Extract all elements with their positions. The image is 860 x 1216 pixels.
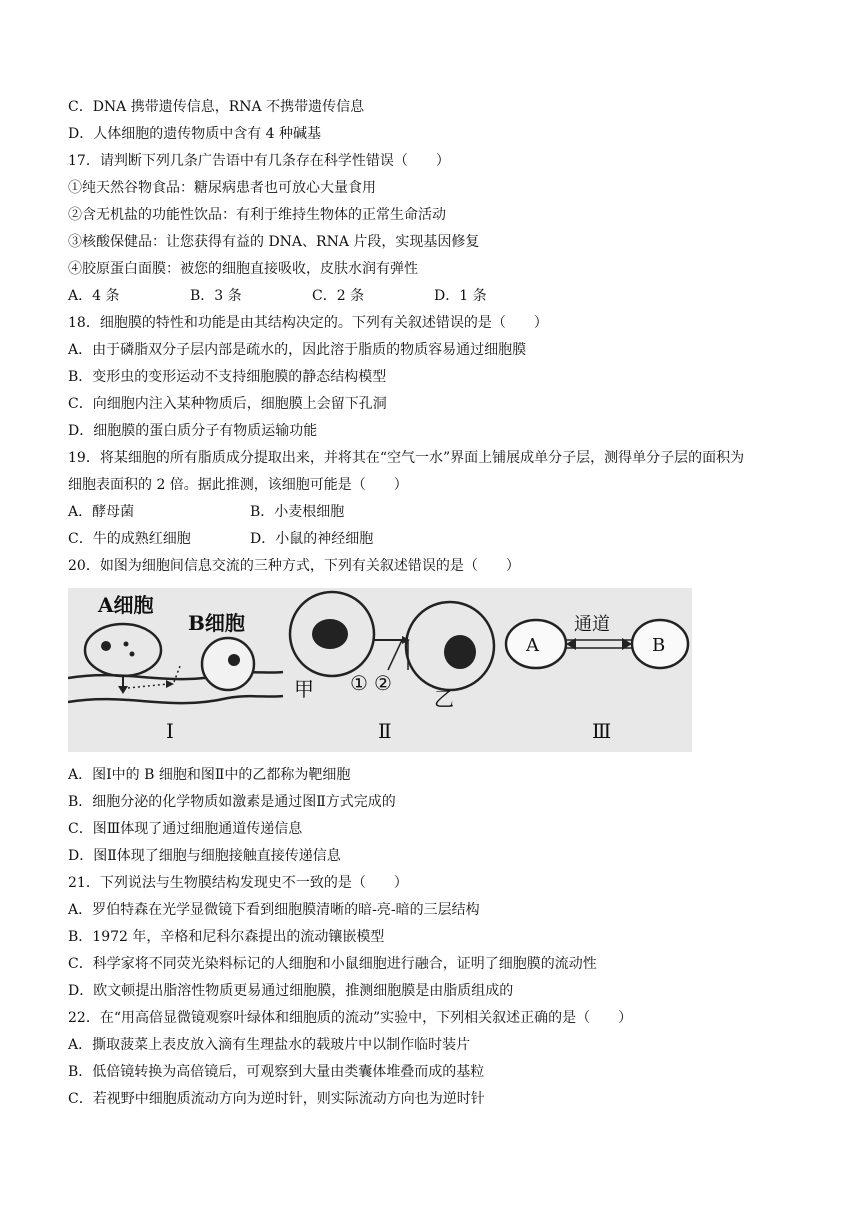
q20-stem: 20．如图为细胞间信息交流的三种方式，下列有关叙述错误的是（ ） — [68, 558, 520, 574]
q17-stem: 17．请判断下列几条广告语中有几条存在科学性错误（ ） — [68, 153, 450, 169]
b-cell-shape — [202, 638, 254, 690]
figure-svg — [68, 588, 692, 752]
q17-item-2: ②含无机盐的功能性饮品：有利于维持生物体的正常生命活动 — [68, 207, 446, 223]
a-cell-granule — [124, 642, 129, 647]
q18-stem: 18．细胞膜的特性和功能是由其结构决定的。下列有关叙述错误的是（ ） — [68, 315, 548, 331]
q22-stem: 22．在“用高倍显微镜观察叶绿体和细胞质的流动”实验中，下列相关叙述正确的是（ ） — [68, 1010, 633, 1026]
yi-label: 乙 — [434, 687, 454, 711]
q17-option-b: B．3 条 — [190, 288, 242, 304]
a-cell-shape — [85, 624, 161, 676]
node-b-label: B — [652, 635, 666, 656]
q19-stem-line1: 19．将某细胞的所有脂质成分提取出来，并将其在“空气一水”界面上铺展成单分子层，测得单分子层的面积为 — [68, 450, 745, 466]
q16-option-c: C．DNA 携带遗传信息，RNA 不携带遗传信息 — [68, 99, 365, 115]
marker-2: ② — [374, 671, 392, 695]
q19-option-a: A．酵母菌 — [68, 504, 135, 520]
q17-options — [68, 287, 487, 305]
a-cell-nucleus — [101, 641, 111, 651]
q19-options-row2 — [68, 530, 373, 548]
panel-2-label: Ⅱ — [378, 719, 392, 743]
q21-option-d: D．欧文顿提出脂溶性物质更易通过细胞膜，推测细胞膜是由脂质组成的 — [68, 983, 514, 999]
cell-communication-figure — [68, 588, 692, 752]
q22-option-c: C．若视野中细胞质流动方向为逆时针，则实际流动方向也为逆时针 — [68, 1091, 485, 1107]
yi-cell-nucleus — [444, 635, 476, 669]
panel-1-label: Ⅰ — [166, 719, 174, 743]
jia-cell-nucleus — [312, 619, 348, 649]
node-a-label: A — [526, 635, 539, 656]
a-cell-granule — [130, 652, 135, 657]
blood-vessel-lower — [68, 696, 283, 703]
q17-option-a: A．4 条 — [68, 288, 120, 304]
q17-option-d: D．1 条 — [434, 288, 487, 304]
b-cell-label: B细胞 — [188, 611, 245, 635]
q17-item-3: ③核酸保健品：让您获得有益的 DNA、RNA 片段，实现基因修复 — [68, 234, 480, 250]
secretion-arrowhead — [118, 686, 128, 694]
q19-options-row1 — [68, 503, 344, 521]
panel-3-label: Ⅲ — [592, 719, 612, 743]
q20-option-a: A．图Ⅰ中的 B 细胞和图Ⅱ中的乙都称为靶细胞 — [68, 767, 351, 783]
a-cell-label: A细胞 — [98, 593, 154, 617]
q19-stem-line2: 细胞表面积的 2 倍。据此推测，该细胞可能是（ ） — [68, 477, 408, 493]
transport-dots — [128, 684, 168, 688]
q20-option-b: B．细胞分泌的化学物质如激素是通过图Ⅱ方式完成的 — [68, 794, 396, 810]
jia-label: 甲 — [294, 677, 314, 701]
panel-3 — [506, 614, 688, 743]
channel-label: 通道 — [574, 614, 610, 635]
q21-stem: 21．下列说法与生物膜结构发现史不一致的是（ ） — [68, 875, 408, 891]
q16-option-d: D．人体细胞的遗传物质中含有 4 种碱基 — [68, 126, 322, 142]
panel-1 — [68, 593, 283, 743]
q18-option-c: C．向细胞内注入某种物质后，细胞膜上会留下孔洞 — [68, 396, 387, 412]
q17-option-c: C．2 条 — [312, 288, 365, 304]
panel-2 — [290, 592, 494, 743]
q17-item-1: ①纯天然谷物食品：糖尿病患者也可放心大量食用 — [68, 180, 376, 196]
q21-option-a: A．罗伯特森在光学显微镜下看到细胞膜清晰的暗-亮-暗的三层结构 — [68, 902, 480, 918]
q19-option-c: C．牛的成熟红细胞 — [68, 531, 191, 547]
q17-item-4: ④胶原蛋白面膜：被您的细胞直接吸收，皮肤水润有弹性 — [68, 261, 418, 277]
q20-option-c: C．图Ⅲ体现了通过细胞通道传递信息 — [68, 821, 303, 837]
q22-option-b: B．低倍镜转换为高倍镜后，可观察到大量由类囊体堆叠而成的基粒 — [68, 1064, 485, 1080]
pointer-line-1 — [388, 640, 402, 670]
q19-option-d: D．小鼠的神经细胞 — [250, 531, 374, 547]
q18-option-b: B．变形虫的变形运动不支持细胞膜的静态结构模型 — [68, 369, 387, 385]
q22-option-a: A．撕取菠菜上表皮放入滴有生理盐水的载玻片中以制作临时装片 — [68, 1037, 471, 1053]
q18-option-a: A．由于磷脂双分子层内部是疏水的，因此溶于脂质的物质容易通过细胞膜 — [68, 342, 527, 358]
q21-option-b: B．1972 年，辛格和尼科尔森提出的流动镶嵌模型 — [68, 929, 385, 945]
transport-arrowhead — [166, 680, 174, 688]
q18-option-d: D．细胞膜的蛋白质分子有物质运输功能 — [68, 423, 318, 439]
marker-1: ① — [350, 671, 368, 695]
q19-option-b: B．小麦根细胞 — [250, 504, 345, 520]
b-cell-nucleus — [228, 654, 240, 666]
q20-option-d: D．图Ⅱ体现了细胞与细胞接触直接传递信息 — [68, 848, 341, 864]
q21-option-c: C．科学家将不同荧光染料标记的人细胞和小鼠细胞进行融合，证明了细胞膜的流动性 — [68, 956, 597, 972]
